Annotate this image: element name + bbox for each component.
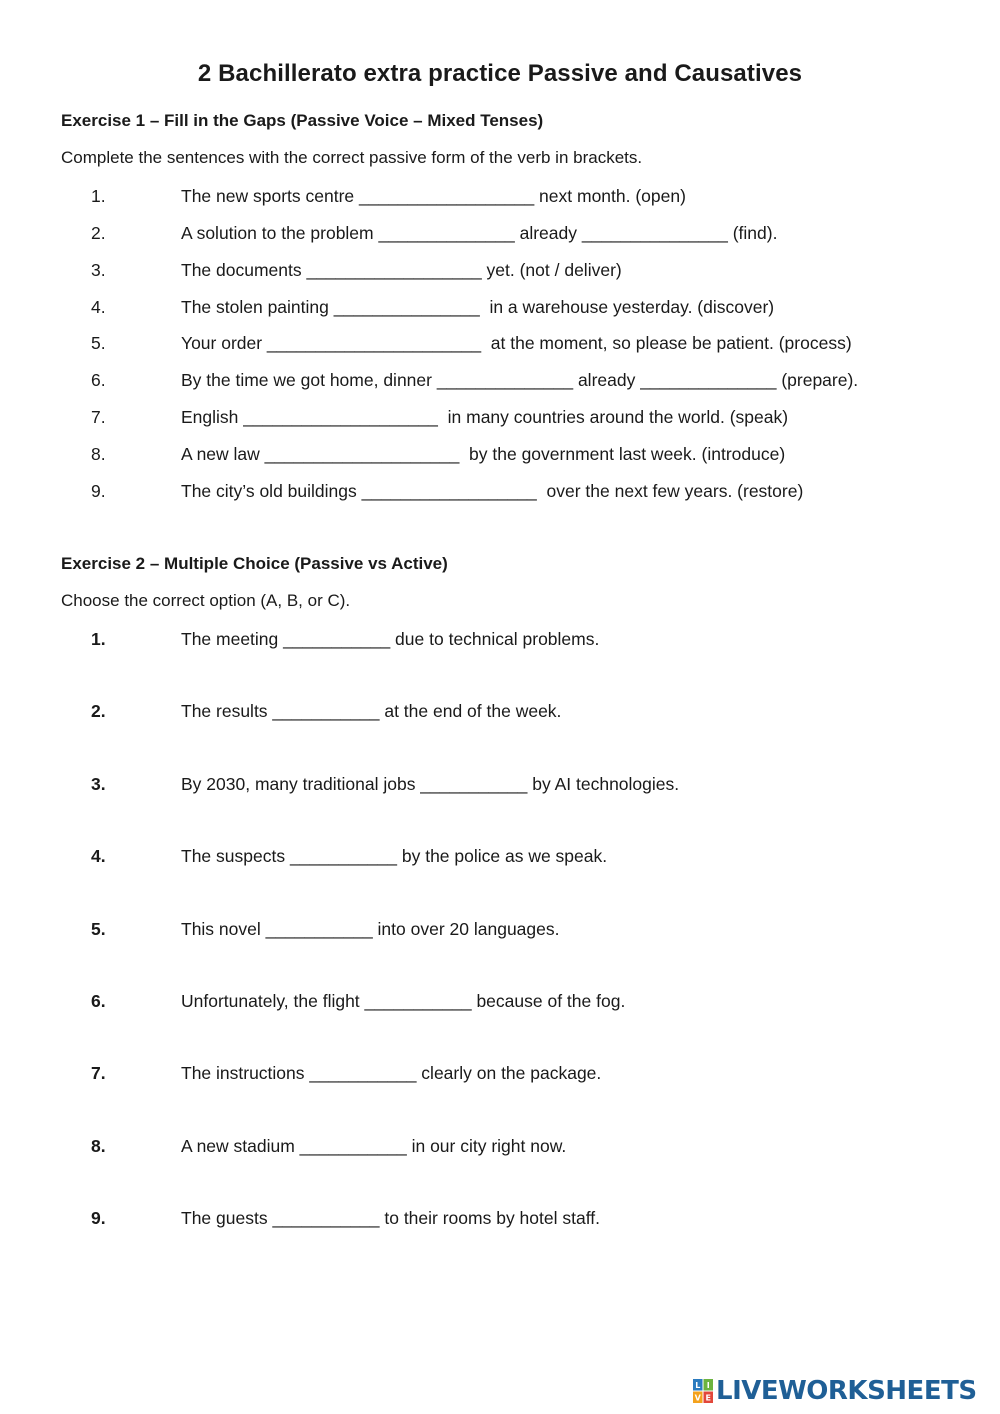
exercise1-instruction: Complete the sentences with the correct passive form of the verb in brackets. — [61, 148, 643, 167]
item-number: 8. — [91, 1136, 106, 1156]
item-sentence: The documents __________________ yet. (not / deliver) — [181, 260, 622, 280]
liveworksheets-logo-text: LIVEWORKSHEETS — [716, 1376, 977, 1406]
item-number: 2. — [91, 223, 106, 243]
mark-letter: I — [706, 1381, 710, 1390]
item-sentence: The instructions ___________ clearly on the package. — [181, 1063, 602, 1083]
item-number: 1. — [91, 186, 106, 206]
item-number: 7. — [91, 407, 106, 427]
item-number: 5. — [91, 333, 106, 353]
item-sentence: The new sports centre __________________ next month. (open) — [181, 186, 686, 206]
item-sentence: Unfortunately, the flight ___________ because of the fog. — [181, 991, 626, 1011]
item-number: 9. — [91, 481, 106, 501]
item-sentence: A solution to the problem ______________ already _______________ (find). — [181, 223, 778, 243]
mark-letter: L — [695, 1381, 701, 1390]
item-sentence: The city’s old buildings __________________ over the next few years. (restore) — [181, 481, 804, 501]
item-number: 5. — [91, 919, 106, 939]
item-number: 9. — [91, 1208, 106, 1228]
item-number: 4. — [91, 846, 106, 866]
item-sentence: A new stadium ___________ in our city right now. — [181, 1136, 567, 1156]
item-sentence: This novel ___________ into over 20 languages. — [181, 919, 560, 939]
page-title: 2 Bachillerato extra practice Passive and Causatives — [197, 60, 803, 87]
item-number: 3. — [91, 260, 106, 280]
exercise1-heading: Exercise 1 – Fill in the Gaps (Passive Voice – Mixed Tenses) — [61, 111, 544, 130]
item-number: 6. — [91, 991, 106, 1011]
liveworksheets-mark-icon — [692, 1378, 714, 1404]
item-sentence: The stolen painting _______________ in a warehouse yesterday. (discover) — [181, 297, 775, 317]
item-number: 7. — [91, 1063, 106, 1083]
item-number: 2. — [91, 701, 106, 721]
item-sentence: Your order ______________________ at the moment, so please be patient. (process) — [181, 333, 852, 353]
item-number: 8. — [91, 444, 106, 464]
item-sentence: The guests ___________ to their rooms by hotel staff. — [181, 1208, 600, 1228]
item-sentence: A new law ____________________ by the government last week. (introduce) — [181, 444, 786, 464]
mark-letter: V — [694, 1393, 701, 1403]
item-sentence: The results ___________ at the end of the week. — [181, 701, 562, 721]
item-number: 3. — [91, 774, 106, 794]
liveworksheets-logo[interactable] — [692, 1376, 977, 1406]
item-sentence: The meeting ___________ due to technical problems. — [181, 629, 600, 649]
item-sentence: By the time we got home, dinner ______________ already ______________ (prepare). — [181, 370, 859, 390]
exercise2-heading: Exercise 2 – Multiple Choice (Passive vs Active) — [61, 554, 448, 573]
exercise2-instruction: Choose the correct option (A, B, or C). — [61, 591, 351, 610]
item-number: 4. — [91, 297, 106, 317]
mark-letter: E — [705, 1393, 711, 1403]
item-number: 6. — [91, 370, 106, 390]
item-number: 1. — [91, 629, 106, 649]
item-sentence: English ____________________ in many countries around the world. (speak) — [181, 407, 789, 427]
item-sentence: By 2030, many traditional jobs ___________ by AI technologies. — [181, 774, 680, 794]
item-sentence: The suspects ___________ by the police as we speak. — [181, 846, 608, 866]
